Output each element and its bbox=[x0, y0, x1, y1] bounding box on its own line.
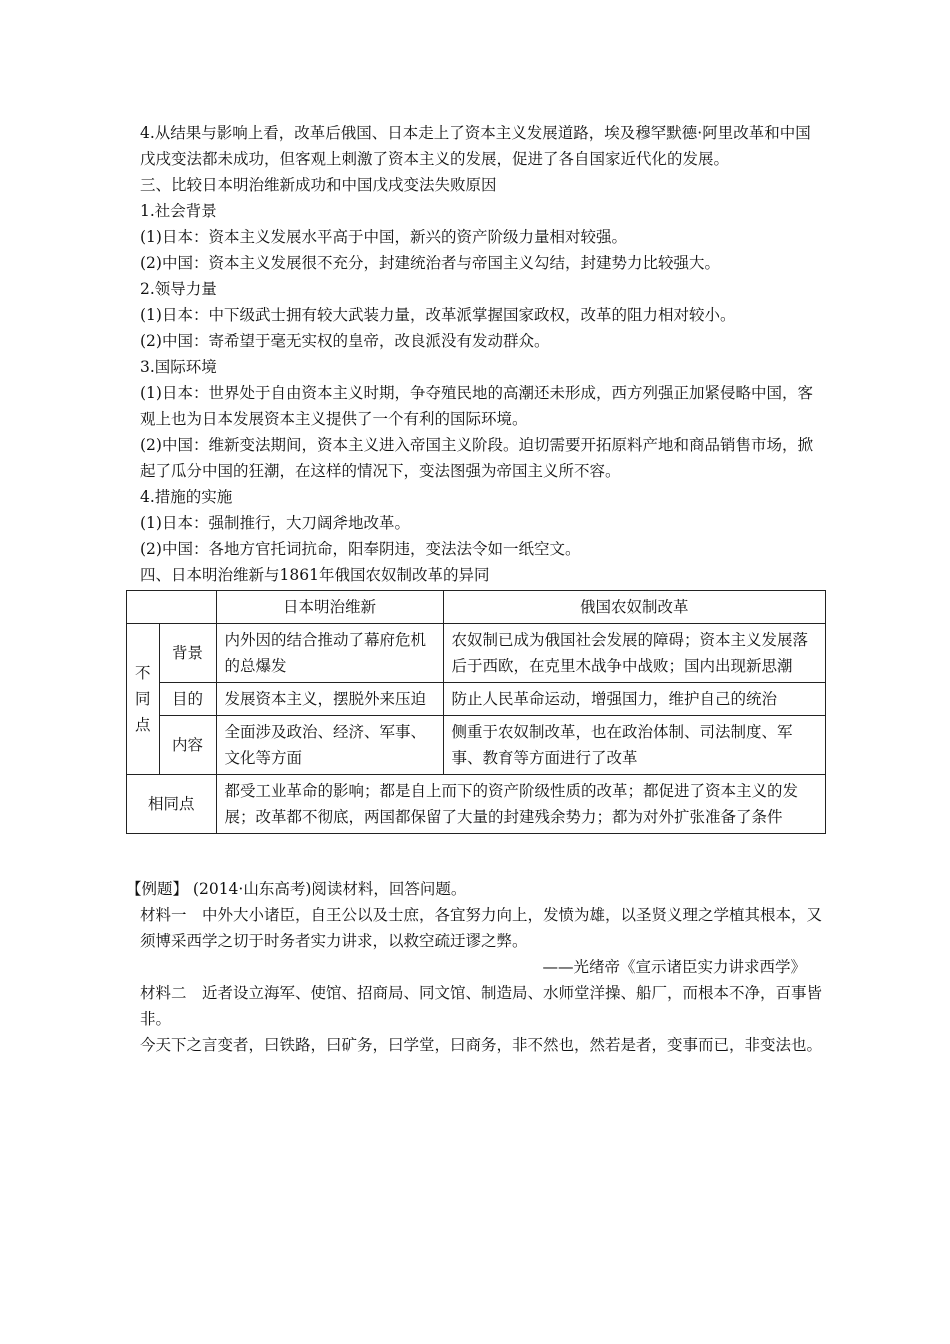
same-label: 相同点 bbox=[127, 775, 217, 834]
subheading-implementation: 4.措施的实施 bbox=[140, 488, 233, 506]
cell-russia-purpose: 防止人民革命运动，增强国力，维护自己的统治 bbox=[443, 683, 825, 716]
row-label-purpose: 目的 bbox=[159, 683, 216, 716]
table-row bbox=[127, 716, 826, 775]
cell-japan-content: 全面涉及政治、经济、军事、文化等方面 bbox=[216, 716, 443, 775]
paragraph-japan-leadership: (1)日本：中下级武士拥有较大武装力量，改革派掌握国家政权，改革的阻力相对较小。 bbox=[140, 306, 736, 324]
same-text: 都受工业革命的影响；都是自上而下的资产阶级性质的改革；都促进了资本主义的发展；改革都不彻底，两国都保留了大量的封建残余势力；都为对外扩张准备了条件 bbox=[216, 775, 825, 834]
table-row bbox=[127, 683, 826, 716]
section-four-heading: 四、日本明治维新与1861年俄国农奴制改革的异同 bbox=[140, 566, 490, 584]
header-russia: 俄国农奴制改革 bbox=[443, 591, 825, 624]
paragraph-china-implementation: (2)中国：各地方官托词抗命，阳奉阴违，变法法令如一纸空文。 bbox=[140, 540, 581, 558]
header-japan: 日本明治维新 bbox=[216, 591, 443, 624]
material-one-source: ——光绪帝《宣示诸臣实力讲求西学》 bbox=[542, 958, 806, 976]
material-two-continued: 今天下之言变者，曰铁路，曰矿务，曰学堂，曰商务，非不然也，然若是者，变事而已，非变法也。 bbox=[140, 1036, 823, 1054]
cell-japan-purpose: 发展资本主义，摆脱外来压迫 bbox=[216, 683, 443, 716]
spacer bbox=[140, 834, 826, 876]
paragraph-japan-social: (1)日本：资本主义发展水平高于中国，新兴的资产阶级力量相对较强。 bbox=[140, 228, 627, 246]
table-row bbox=[127, 624, 826, 683]
subheading-international: 3.国际环境 bbox=[140, 358, 217, 376]
diff-label: 不同点 bbox=[127, 624, 160, 775]
row-label-content: 内容 bbox=[159, 716, 216, 775]
table-header-row bbox=[127, 591, 826, 624]
comparison-table bbox=[126, 590, 826, 834]
material-two: 材料二 近者设立海军、使馆、招商局、同文馆、制造局、水师堂洋操、船厂，而根本不净，百事皆非。 bbox=[140, 984, 823, 1028]
material-one: 材料一 中外大小诸臣，自王公以及士庶，各宜努力向上，发愤为雄，以圣贤义理之学植其根本，又须博采西学之切于时务者实力讲求，以救空疏迂谬之弊。 bbox=[140, 906, 823, 950]
cell-russia-content: 侧重于农奴制改革，也在政治体制、司法制度、军事、教育等方面进行了改革 bbox=[443, 716, 825, 775]
cell-russia-background: 农奴制已成为俄国社会发展的障碍；资本主义发展落后于西欧，在克里木战争中战败；国内出现新思潮 bbox=[443, 624, 825, 683]
paragraph-japan-implementation: (1)日本：强制推行，大刀阔斧地改革。 bbox=[140, 514, 410, 532]
paragraph-china-international: (2)中国：维新变法期间，资本主义进入帝国主义阶段。迫切需要开拓原料产地和商品销售市场，掀起了瓜分中国的狂潮，在这样的情况下，变法图强为帝国主义所不容。 bbox=[140, 436, 813, 480]
cell-japan-background: 内外因的结合推动了幕府危机的总爆发 bbox=[216, 624, 443, 683]
subheading-leadership: 2.领导力量 bbox=[140, 280, 217, 298]
paragraph-japan-international: (1)日本：世界处于自由资本主义时期，争夺殖民地的高潮还未形成，西方列强正加紧侵略中国，客观上也为日本发展资本主义提供了一个有利的国际环境。 bbox=[140, 384, 813, 428]
paragraph-china-leadership: (2)中国：寄希望于毫无实权的皇帝，改良派没有发动群众。 bbox=[140, 332, 550, 350]
section-three-heading: 三、比较日本明治维新成功和中国戊戌变法失败原因 bbox=[140, 176, 497, 194]
row-label-background: 背景 bbox=[159, 624, 216, 683]
example-title: 【例题】 (2014·山东高考)阅读材料，回答问题。 bbox=[126, 880, 467, 898]
paragraph-result-impact: 4.从结果与影响上看，改革后俄国、日本走上了资本主义发展道路，埃及穆罕默德·阿里改革和中国戊戌变法都未成功，但客观上刺激了资本主义的发展，促进了各自国家近代化的发展。 bbox=[140, 124, 811, 168]
table-corner-cell bbox=[127, 591, 217, 624]
paragraph-china-social: (2)中国：资本主义发展很不充分，封建统治者与帝国主义勾结，封建势力比较强大。 bbox=[140, 254, 720, 272]
subheading-social-background: 1.社会背景 bbox=[140, 202, 217, 220]
document-body bbox=[126, 120, 826, 1058]
table-row bbox=[127, 775, 826, 834]
